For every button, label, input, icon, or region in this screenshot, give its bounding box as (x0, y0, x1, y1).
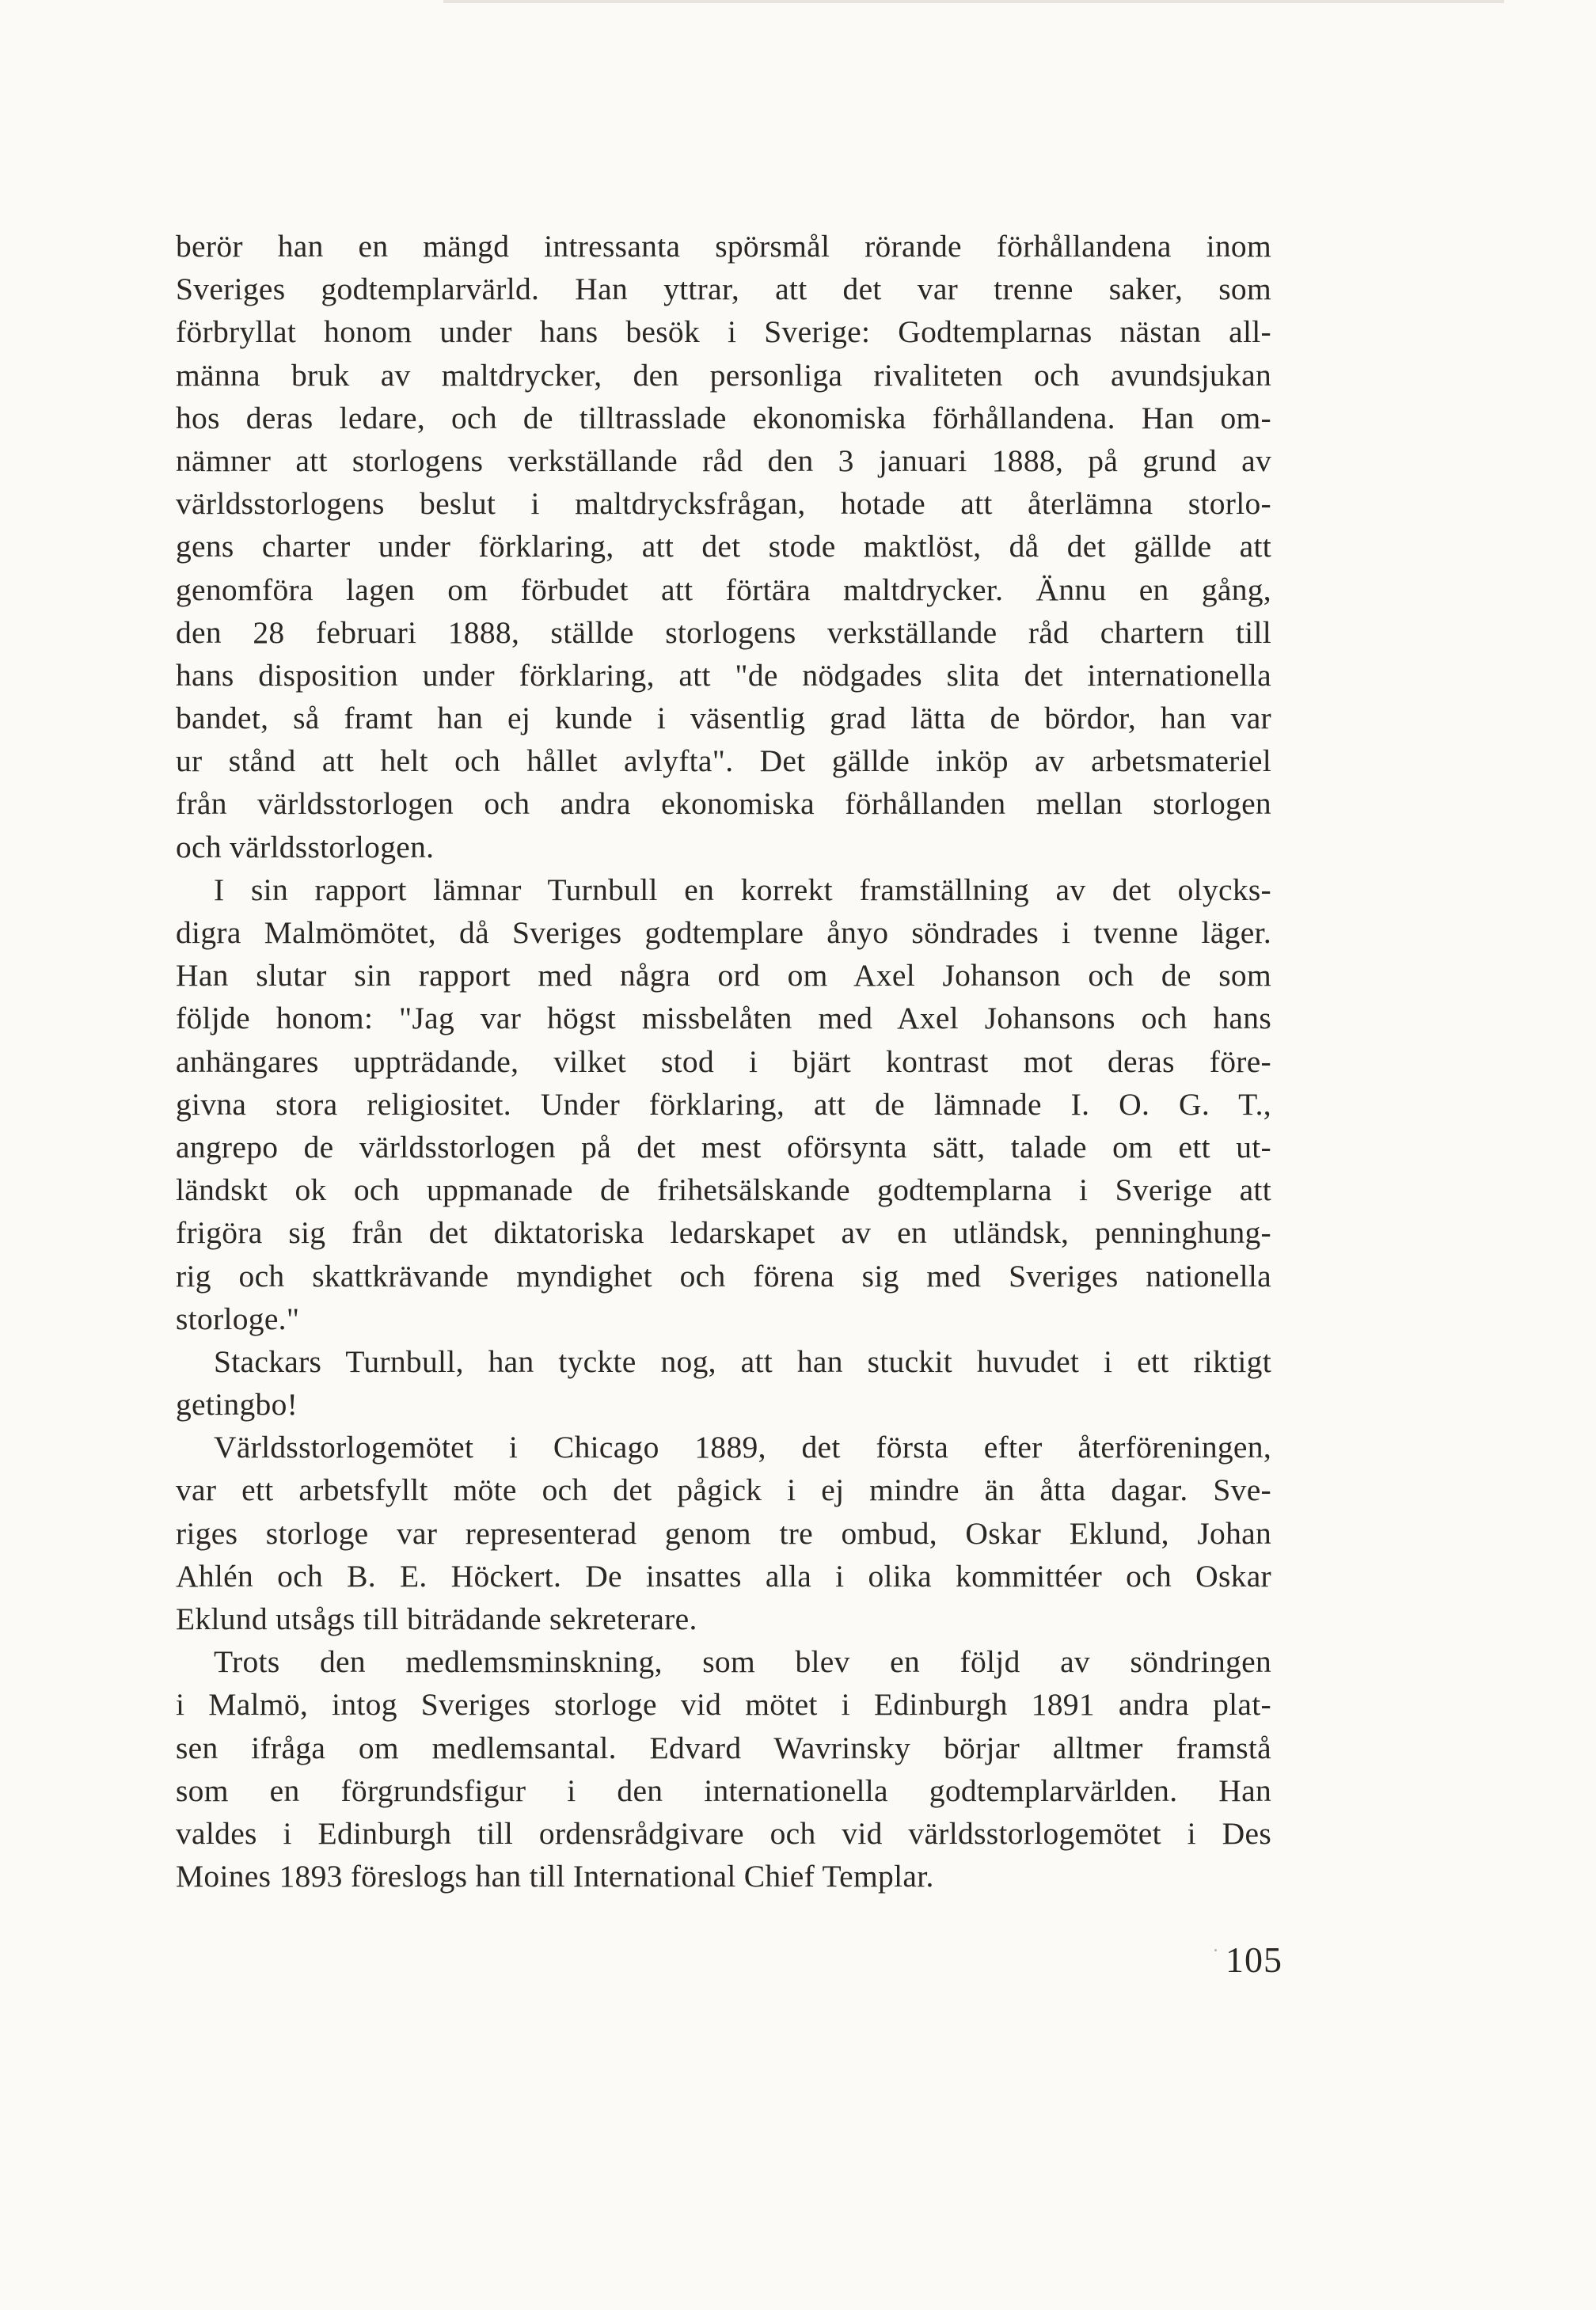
text-line: ur stånd att helt och hållet avlyfta". Det gällde inköp av arbetsmateriel (176, 743, 1271, 779)
text-line: angrepo de världsstorlogen på det mest oförsynta sätt, talade om ett ut- (176, 1129, 1271, 1164)
paper-speck (1214, 1949, 1217, 1951)
text-line: den 28 februari 1888, ställde storlogens verkställande råd chartern till (176, 614, 1271, 650)
text-line: från världsstorlogen och andra ekonomiska förhållanden mellan storlogen (176, 786, 1271, 822)
text-line: männa bruk av maltdrycker, den personliga rivaliteten och avundsjukan (176, 357, 1271, 393)
text-line: storloge." (176, 1301, 300, 1336)
text-line: hos deras ledare, och de tilltrasslade ekonomiska förhållandena. Han om- (176, 400, 1271, 435)
text-line: i Malmö, intog Sveriges storloge vid mötet i Edinburgh 1891 andra plat- (176, 1687, 1271, 1723)
text-line: Världsstorlogemötet i Chicago 1889, det första efter återföreningen, (214, 1430, 1271, 1465)
text-line: riges storloge var representerad genom tre ombud, Oskar Eklund, Johan (176, 1515, 1271, 1551)
text-line: förbryllat honom under hans besök i Sverige: Godtemplarnas nästan all- (176, 314, 1271, 350)
text-line: givna stora religiositet. Under förklaring, att de lämnade I. O. G. T., (176, 1086, 1271, 1122)
text-line: getingbo! (176, 1387, 298, 1423)
text-line: följde honom: "Jag var högst missbelåten med Axel Johansons och hans (176, 1001, 1271, 1036)
text-line: rig och skattkrävande myndighet och förena sig med Sveriges nationella (176, 1258, 1271, 1294)
text-line: hans disposition under förklaring, att "de nödgades slita det internationella (176, 657, 1271, 693)
text-line: I sin rapport lämnar Turnbull en korrekt framställning av det olycks- (214, 872, 1271, 907)
text-line: bandet, så framt han ej kunde i väsentlig grad lätta de bördor, han var (176, 701, 1271, 736)
scan-edge (443, 0, 1504, 3)
text-line: valdes i Edinburgh till ordensrådgivare och vid världsstorlogemötet i Des (176, 1815, 1271, 1851)
text-line: Eklund utsågs till biträdande sekreterare. (176, 1601, 697, 1636)
text-line: Han slutar sin rapport med några ord om Axel Johanson och de som (176, 958, 1271, 994)
page-number: 105 (1226, 1940, 1282, 1980)
text-line: Trots den medlemsminskning, som blev en följd av söndringen (214, 1644, 1271, 1680)
text-line: frigöra sig från det diktatoriska ledarskapet av en utländsk, penninghung- (176, 1215, 1271, 1251)
text-line: sen ifråga om medlemsantal. Edvard Wavrinsky börjar alltmer framstå (176, 1730, 1271, 1765)
text-line: världsstorlogens beslut i maltdrycksfrågan, hotade att återlämna storlo- (176, 486, 1271, 522)
text-line: som en förgrundsfigur i den internationella godtemplarvärlden. Han (176, 1772, 1271, 1808)
text-line: berör han en mängd intressanta spörsmål rörande förhållandena inom (176, 229, 1271, 264)
text-line: var ett arbetsfyllt möte och det pågick i ej mindre än åtta dagar. Sve- (176, 1472, 1271, 1508)
text-line: ländskt ok och uppmanade de frihetsälskande godtemplarna i Sverige att (176, 1172, 1271, 1208)
text-line: genomföra lagen om förbudet att förtära maltdrycker. Ännu en gång, (176, 572, 1271, 607)
text-line: anhängares uppträdande, vilket stod i bjärt kontrast mot deras före- (176, 1043, 1271, 1079)
body-text (176, 225, 1271, 1898)
text-line: Stackars Turnbull, han tyckte nog, att han stuckit huvudet i ett riktigt (214, 1343, 1271, 1379)
text-line: digra Malmömötet, då Sveriges godtemplare ånyo söndrades i tvenne läger. (176, 915, 1271, 950)
text-line: Ahlén och B. E. Höckert. De insattes alla i olika kommittéer och Oskar (176, 1558, 1271, 1594)
text-line: Sveriges godtemplarvärld. Han yttrar, att det var trenne saker, som (176, 272, 1271, 307)
text-line: gens charter under förklaring, att det stode maktlöst, då det gällde att (176, 529, 1271, 564)
text-line: nämner att storlogens verkställande råd den 3 januari 1888, på grund av (176, 443, 1271, 478)
text-line: Moines 1893 föreslogs han till International Chief Templar. (176, 1859, 934, 1894)
text-line: och världsstorlogen. (176, 829, 435, 864)
